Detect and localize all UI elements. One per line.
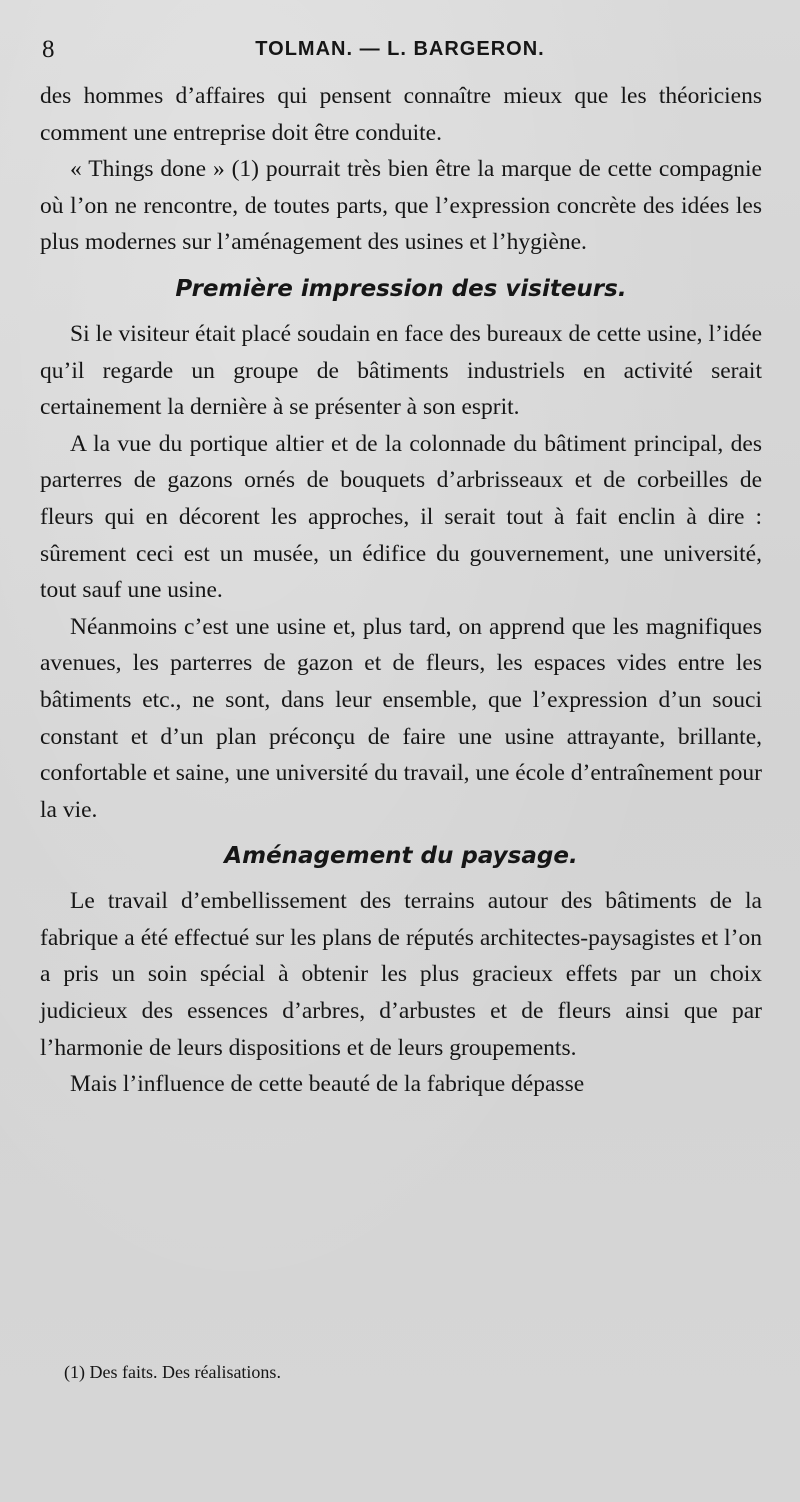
- paragraph-things-done: « Things done » (1) pourrait très bien être la marque de cette compagnie où l’on ne rencontre, de toutes parts, que l’expression concrète des idées les plus modernes sur l’aménagement des usines et l’hygiène.: [40, 156, 762, 256]
- paragraph-influence: Mais l’influence de cette beauté de la fabrique dépasse: [70, 1071, 585, 1098]
- page-number: 8: [42, 36, 55, 63]
- body-text: [40, 78, 762, 1103]
- running-head: TOLMAN. — L. BARGERON.: [255, 38, 545, 60]
- section-heading-first-impression: Première impression des visiteurs.: [175, 275, 627, 302]
- paragraph-portico: A la vue du portique altier et de la colonnade du bâtiment principal, des parterres de gazons ornés de bouquets d’arbrisseaux et de corbeilles de fleurs qui en décorent les approches, il serait tout à fait enclin à dire : sûrement ceci est un musée, un édifice du gouvernement, une université, tout sauf une usine.: [40, 430, 762, 604]
- paragraph-continued: des hommes d’affaires qui pensent connaître mieux que les théoriciens comment une entreprise doit être conduite.: [40, 83, 762, 146]
- paragraph-embellishment: Le travail d’embellissement des terrains autour des bâtiments de la fabrique a été effectué sur les plans de réputés architectes-paysagistes et l’on a pris un soin spécial à obtenir les plus gracieux effets par un choix judicieux des essences d’arbres, d’arbustes et de fleurs ainsi que par l’harmonie de leurs dispositions et de leurs groupements.: [40, 888, 762, 1061]
- paragraph-visitor: Si le visiteur était placé soudain en face des bureaux de cette usine, l’idée qu’il regarde un groupe de bâtiments industriels en activité serait certainement la dernière à se présenter à son esprit.: [40, 320, 762, 421]
- section-heading-landscape: Aménagement du paysage.: [224, 843, 578, 870]
- page-header: [0, 30, 800, 70]
- footnote: (1) Des faits. Des réalisations.: [64, 1362, 281, 1382]
- paragraph-nevertheless: Néanmoins c’est une usine et, plus tard, on apprend que les magnifiques avenues, les parterres de gazon et de fleurs, les espaces vides entre les bâtiments etc., ne sont, dans leur ensemble, que l’expression d’un souci constant et d’un plan préconçu de faire une usine attrayante, brillante, confortable et saine, une université du travail, une école d’entraînement pour la vie.: [40, 613, 762, 823]
